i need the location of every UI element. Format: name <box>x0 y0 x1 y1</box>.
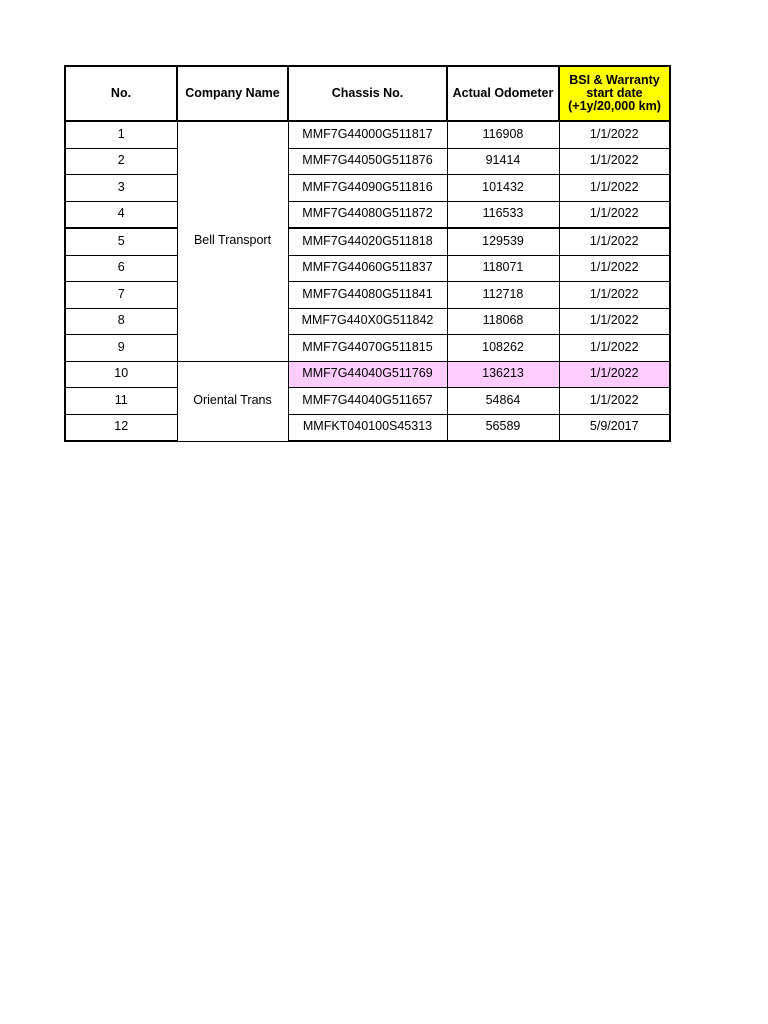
cell-warranty-start-date: 1/1/2022 <box>559 148 670 175</box>
header-no: No. <box>65 66 177 121</box>
cell-warranty-start-date: 1/1/2022 <box>559 361 670 388</box>
cell-chassis-no: MMF7G44050G511876 <box>288 148 447 175</box>
table-row <box>65 388 670 415</box>
cell-odometer: 108262 <box>447 335 559 362</box>
cell-chassis-no: MMF7G44080G511872 <box>288 201 447 228</box>
cell-company-name: Oriental Trans <box>177 361 288 441</box>
cell-chassis-no: MMF7G44070G511815 <box>288 335 447 362</box>
cell-no: 2 <box>65 148 177 175</box>
header-company-name: Company Name <box>177 66 288 121</box>
vehicle-warranty-table <box>64 65 671 442</box>
cell-chassis-no: MMFKT040100S45313 <box>288 414 447 441</box>
table-row <box>65 361 670 388</box>
cell-chassis-no: MMF7G44090G511816 <box>288 175 447 202</box>
table-body <box>65 121 670 441</box>
table-row <box>65 335 670 362</box>
cell-odometer: 116908 <box>447 121 559 148</box>
table-row <box>65 414 670 441</box>
table-row <box>65 308 670 335</box>
table-row <box>65 148 670 175</box>
cell-no: 10 <box>65 361 177 388</box>
cell-no: 3 <box>65 175 177 202</box>
cell-no: 9 <box>65 335 177 362</box>
cell-chassis-no: MMF7G44000G511817 <box>288 121 447 148</box>
cell-chassis-no: MMF7G44040G511657 <box>288 388 447 415</box>
cell-odometer: 101432 <box>447 175 559 202</box>
table-row <box>65 255 670 282</box>
table-header <box>65 66 670 121</box>
header-bsi-warranty-start-date: BSI & Warranty start date (+1y/20,000 km) <box>559 66 670 121</box>
cell-warranty-start-date: 1/1/2022 <box>559 175 670 202</box>
cell-no: 5 <box>65 228 177 255</box>
cell-warranty-start-date: 1/1/2022 <box>559 388 670 415</box>
cell-no: 8 <box>65 308 177 335</box>
cell-no: 6 <box>65 255 177 282</box>
table-row <box>65 175 670 202</box>
cell-warranty-start-date: 1/1/2022 <box>559 121 670 148</box>
cell-odometer: 54864 <box>447 388 559 415</box>
cell-odometer: 118071 <box>447 255 559 282</box>
cell-chassis-no: MMF7G44020G511818 <box>288 228 447 255</box>
header-actual-odometer: Actual Odometer <box>447 66 559 121</box>
cell-no: 12 <box>65 414 177 441</box>
cell-no: 7 <box>65 282 177 309</box>
table-row <box>65 282 670 309</box>
cell-warranty-start-date: 1/1/2022 <box>559 282 670 309</box>
cell-odometer: 129539 <box>447 228 559 255</box>
cell-no: 4 <box>65 201 177 228</box>
cell-odometer: 136213 <box>447 361 559 388</box>
cell-no: 11 <box>65 388 177 415</box>
cell-warranty-start-date: 1/1/2022 <box>559 228 670 255</box>
cell-company-name: Bell Transport <box>177 121 288 361</box>
cell-warranty-start-date: 1/1/2022 <box>559 255 670 282</box>
table-row <box>65 121 670 148</box>
cell-warranty-start-date: 5/9/2017 <box>559 414 670 441</box>
cell-warranty-start-date: 1/1/2022 <box>559 335 670 362</box>
cell-chassis-no: MMF7G44080G511841 <box>288 282 447 309</box>
cell-chassis-no: MMF7G44060G511837 <box>288 255 447 282</box>
header-chassis-no: Chassis No. <box>288 66 447 121</box>
cell-odometer: 56589 <box>447 414 559 441</box>
cell-warranty-start-date: 1/1/2022 <box>559 201 670 228</box>
cell-odometer: 112718 <box>447 282 559 309</box>
table-row <box>65 228 670 255</box>
cell-warranty-start-date: 1/1/2022 <box>559 308 670 335</box>
cell-odometer: 118068 <box>447 308 559 335</box>
table-row <box>65 201 670 228</box>
cell-chassis-no: MMF7G44040G511769 <box>288 361 447 388</box>
cell-no: 1 <box>65 121 177 148</box>
cell-chassis-no: MMF7G440X0G511842 <box>288 308 447 335</box>
cell-odometer: 116533 <box>447 201 559 228</box>
cell-odometer: 91414 <box>447 148 559 175</box>
